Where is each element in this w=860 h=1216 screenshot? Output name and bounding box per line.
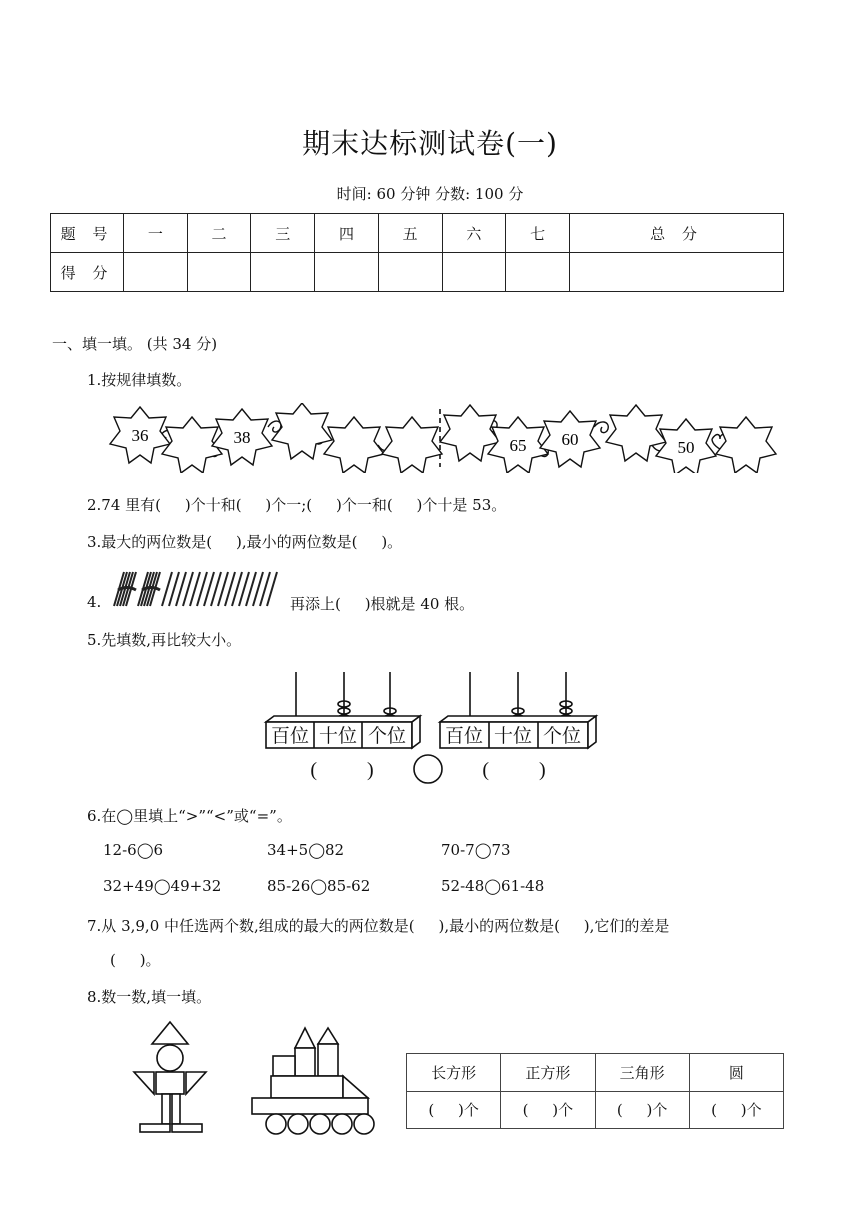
question-8: 8.数一数,填一填。 [87,988,212,1006]
score-table-col: 三 [251,214,315,253]
exam-info: 时间: 60 分钟 分数: 100 分 [336,185,524,203]
shape-header: 正方形 [501,1054,595,1092]
star-left-4[interactable] [272,403,332,459]
robot-figure [134,1022,206,1132]
question-5: 5.先填数,再比较大小。 [87,631,242,649]
compare-circle[interactable] [414,755,442,783]
compare-item[interactable]: 52-48◯61-48 [441,877,545,895]
star-pattern [108,403,778,473]
score-table-col: 六 [442,214,506,253]
score-table-row-label: 题 号 [51,214,124,253]
star-number: 38 [233,428,251,447]
section-heading: 一、填一填。 (共 34 分) [52,335,218,353]
shape-count-table [406,1053,784,1129]
stick-bundle-2 [138,572,160,606]
score-table [50,213,784,292]
shape-count-cell[interactable]: ( )个 [501,1091,595,1129]
question-2: 2.74 里有( )个十和( )个一;( )个一和( )个十是 53。 [87,496,507,514]
train-figure [252,1028,374,1134]
score-cell[interactable] [378,253,442,292]
compare-item[interactable]: 12-6◯6 [103,841,164,859]
score-cell[interactable] [251,253,315,292]
score-table-col: 七 [506,214,570,253]
question-6: 6.在◯里填上“>”“<”或“=”。 [87,807,292,825]
score-cell[interactable] [569,253,783,292]
answer-blank-right[interactable]: ( ) [482,759,546,781]
star-left-3 [212,409,272,465]
compare-item[interactable]: 32+49◯49+32 [103,877,222,895]
shape-count-cell[interactable]: ( )个 [689,1091,783,1129]
score-table-col: 总 分 [569,214,783,253]
star-right-3 [540,411,600,467]
score-cell[interactable] [187,253,251,292]
star-number: 65 [509,436,527,455]
shape-count-cell[interactable]: ( )个 [407,1091,501,1129]
abacus-figure [262,668,610,788]
score-cell[interactable] [506,253,570,292]
star-number: 36 [131,426,149,445]
score-table-col: 二 [187,214,251,253]
star-number: 60 [561,430,579,449]
score-cell[interactable] [124,253,188,292]
shape-header: 圆 [689,1054,783,1092]
shape-count-cell[interactable]: ( )个 [595,1091,689,1129]
compare-item[interactable]: 70-7◯73 [441,841,511,859]
place-label-ones: 个位 [542,726,582,747]
star-right-6[interactable] [716,417,776,473]
star-number: 50 [677,438,695,457]
star-left-1 [110,407,170,463]
counting-sticks-image [108,566,292,610]
question-1: 1.按规律填数。 [87,371,192,389]
score-table-row-label: 得 分 [51,253,124,292]
page-title: 期末达标测试卷(一) [302,127,558,160]
shape-figures [128,1020,388,1138]
question-7-continued: ( )。 [110,951,161,969]
stick-bundle-1 [114,572,136,606]
score-table-col: 五 [378,214,442,253]
score-cell[interactable] [442,253,506,292]
place-label-tens: 十位 [318,726,358,747]
question-4-text: 再添上( )根就是 40 根。 [290,595,475,613]
star-right-4[interactable] [606,405,666,461]
score-table-col: 一 [124,214,188,253]
place-label-hundreds: 百位 [270,726,310,747]
shape-header: 三角形 [595,1054,689,1092]
answer-blank-left[interactable]: ( ) [310,759,374,781]
place-label-hundreds: 百位 [444,726,484,747]
single-sticks [162,572,277,606]
score-table-col: 四 [315,214,379,253]
shape-header: 长方形 [407,1054,501,1092]
question-4-number: 4. [87,593,102,611]
place-label-ones: 个位 [367,726,407,747]
question-3: 3.最大的两位数是( ),最小的两位数是( )。 [87,533,403,551]
star-right-5 [656,419,716,473]
star-left-5[interactable] [324,417,384,473]
star-left-6[interactable] [382,417,442,473]
compare-item[interactable]: 34+5◯82 [267,841,345,859]
score-cell[interactable] [315,253,379,292]
compare-item[interactable]: 85-26◯85-62 [267,877,371,895]
place-label-tens: 十位 [493,726,533,747]
question-7: 7.从 3,9,0 中任选两个数,组成的最大的两位数是( ),最小的两位数是( ),它们的差是 [87,917,670,935]
